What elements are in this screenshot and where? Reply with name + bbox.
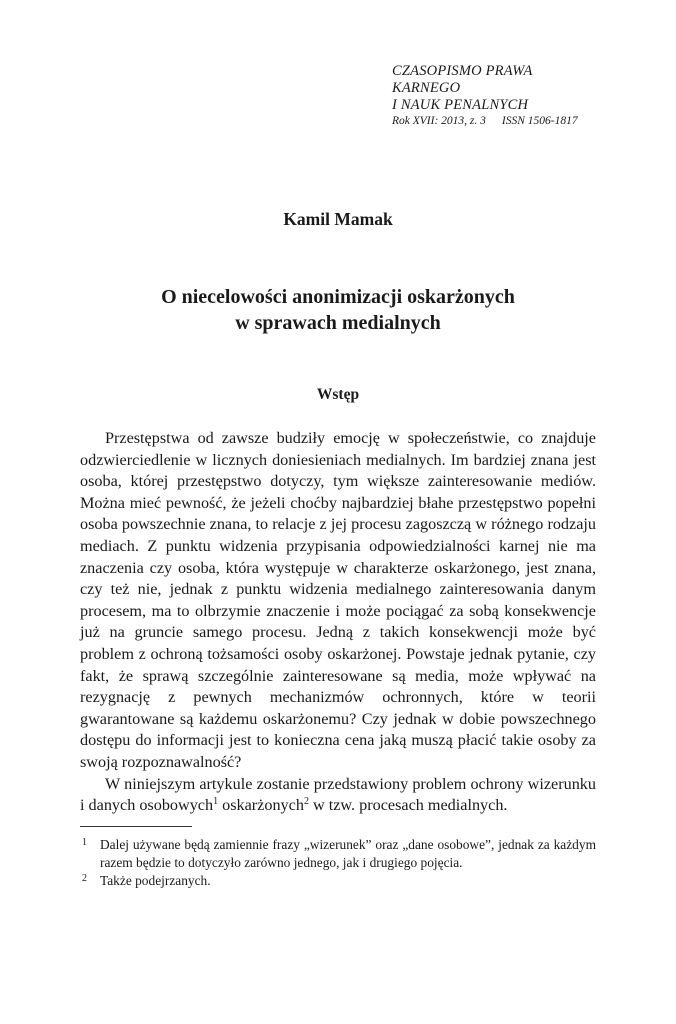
paragraph2-text-1: W niniejszym artykule zostanie przedstawiony problem ochrony wizerunku i danych osobowych (80, 774, 596, 815)
paragraph2-text-3: w tzw. procesach medialnych. (308, 796, 508, 815)
body-paragraph-2 (80, 774, 596, 817)
footnote-ref-1: 1 (213, 796, 219, 808)
journal-issn: ISSN 1506-1817 (501, 115, 578, 127)
article-title-line1: O niecelowości anonimizacji oskarżonych (161, 286, 515, 308)
footnote-ref-2: 2 (303, 796, 309, 808)
article-body (80, 428, 596, 817)
footnote-number-2: 2 (82, 873, 87, 884)
footnote-number-1: 1 (82, 837, 87, 848)
article-title-line2: w sprawach medialnych (235, 312, 441, 334)
journal-year-issue: Rok XVII: 2013, z. 3 (392, 115, 486, 127)
footnote-text-2: Także podejrzanych. (100, 873, 211, 888)
paragraph2-text-2: oskarżonych (218, 796, 304, 815)
footnote-2 (80, 872, 596, 890)
journal-header (392, 63, 592, 129)
author-name: Kamil Mamak (283, 209, 393, 229)
footnotes (80, 836, 596, 890)
journal-name-line2: I NAUK PENALNYCH (392, 97, 529, 113)
footnote-text-1: Dalej używane będą zamiennie frazy „wizerunek” oraz „dane osobowe”, jednak za każdym razem będzie to dotyczyło zarówno jednego, jak i drugiego pojęcia. (100, 837, 596, 870)
journal-name-line1: CZASOPISMO PRAWA KARNEGO (392, 63, 533, 96)
journal-meta (392, 114, 592, 129)
section-heading: Wstęp (316, 386, 360, 403)
body-paragraph-1: Przestępstwa od zawsze budziły emocję w społeczeństwie, co znajduje odzwierciedlenie w licznych doniesieniach medialnych. Im bardziej znana jest osoba, której przestępstwo dotyczy, tym większe zainteresowanie mediów. Można mieć pewność, że jeżeli choćby najbardziej błahe przestępstwo popełni osoba powszechnie znana, to relacje z jej procesu zagoszczą w różnego rodzaju mediach. Z punktu widzenia przypisania odpowiedzialności karnej nie ma znaczenia czy osoba, która występuje w charakterze oskarżonego, jest znana, czy też nie, jednak z punktu widzenia medialnego zainteresowania danym procesem, ma to olbrzymie znaczenie i może pociągać za sobą konsekwencje już na gruncie samego procesu. Jedną z takich konsekwencji może być problem z ochroną tożsamości osoby oskarżonej. Powstaje jednak pytanie, czy fakt, że sprawą szczególnie zainteresowane są media, może wpływać na rezygnację z pewnych mechanizmów ochronnych, które w teorii gwarantowane są każdemu oskarżonemu? Czy jednak w dobie powszechnego dostępu do informacji jest to konieczna cena jaką muszą płacić takie osoby za swoją rozpoznawalność? (80, 429, 596, 771)
footnote-divider (80, 826, 192, 827)
article-title (0, 284, 676, 336)
footnote-1 (80, 836, 596, 872)
